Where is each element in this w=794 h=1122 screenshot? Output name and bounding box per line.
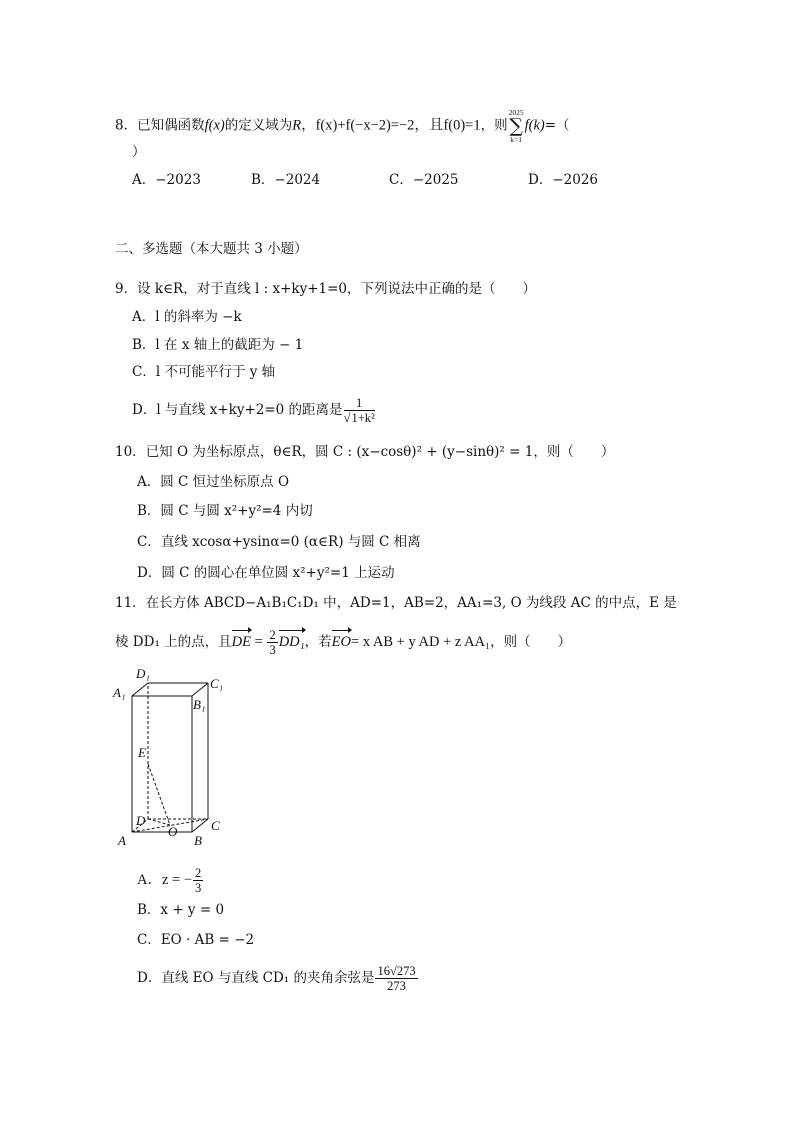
- q9-option-a: A．l 的斜率为 −k: [132, 309, 242, 325]
- q11-d-fraction: $\frac{16√273}{273}$: [377, 964, 416, 993]
- label-o: O: [168, 824, 178, 839]
- q8-text-1: 已知偶函数: [137, 117, 205, 134]
- q10-option-a: A．圆 C 恒过坐标原点 O: [137, 474, 290, 490]
- q10-option-b: B．圆 C 与圆 x²+y²=4 内切: [137, 503, 313, 519]
- vector-eo: EO: [331, 634, 352, 650]
- q9-distance-fraction: [344, 396, 375, 425]
- q10-stem: [115, 443, 614, 461]
- q11-a-fraction: $\frac{2}{3}$: [195, 866, 202, 895]
- prism-figure: [110, 662, 240, 847]
- q10-text: 已知 O 为坐标原点，θ∈R，圆 C : (x−cosθ)² + (y−sinθ)² = 1，则（ ）: [145, 444, 615, 460]
- edge-b1c1: [192, 683, 208, 696]
- q8-sum-body: f(k): [524, 117, 545, 134]
- q8-text-2: 的定义域为: [224, 117, 293, 134]
- q8-func: f(x): [204, 117, 225, 134]
- q11-stem-line-2: 棱 DD₁ 上的点，且DE = $\frac{2}{3}$ DD₁，若EO= x AB + y AD + z AA₁，则（ ）: [115, 628, 572, 657]
- q8-choice-a: A．−2023: [132, 172, 201, 188]
- label-e: E: [138, 745, 146, 760]
- q8-domain: R: [292, 117, 302, 134]
- q10-number: 10．: [115, 444, 146, 460]
- label-d1: D₁: [136, 666, 150, 681]
- q9-number: 9．: [115, 281, 138, 297]
- q11-option-c: C．EO · AB = −2: [137, 932, 255, 948]
- q8-paren-close: ）: [132, 144, 146, 160]
- q8-choice-c: C．−2025: [389, 172, 459, 188]
- q11-fraction: $\frac{2}{3}$: [269, 628, 276, 657]
- q10-option-c: C．直线 xcosα+ysinα=0 (α∈R) 与圆 C 相离: [137, 534, 421, 550]
- sum-lower: k=1: [510, 135, 522, 144]
- q11-option-b: B．x + y = 0: [137, 902, 225, 918]
- q11-text-2: 棱 DD₁ 上的点，且: [115, 634, 232, 650]
- q11-text-end: ，则（ ）: [490, 634, 572, 650]
- q9-stem: [115, 280, 536, 298]
- q11-stem-line-1: [115, 594, 677, 612]
- q9-text: 设 k∈R，对于直线 l : x+ky+1=0，下列说法中正确的是（ ）: [137, 281, 536, 297]
- label-b1: B₁: [193, 697, 206, 712]
- q11-option-d: D．直线 EO 与直线 CD₁ 的夹角余弦是 $\frac{16√273}{273}$: [137, 964, 416, 993]
- frac-numerator: 1: [344, 396, 375, 411]
- q11-equation: = x AB + y AD + z AA₁: [351, 634, 491, 650]
- q9-option-d: [132, 396, 376, 425]
- label-a1: A₁: [113, 685, 126, 700]
- section-title: 二、多选题（本大题共 3 小题）: [115, 241, 308, 257]
- edge-bc: [192, 819, 208, 832]
- sigma-symbol: ∑: [509, 115, 523, 137]
- edge-a1d1: [132, 683, 148, 696]
- vector-de: DE: [231, 634, 251, 650]
- q8-summation: [509, 108, 524, 144]
- q11-option-a: A．z = − $\frac{2}{3}$: [137, 866, 202, 895]
- q8-text-3: ，则: [480, 117, 508, 134]
- q10-option-d: D．圆 C 的圆心在单位圆 x²+y²=1 上运动: [137, 565, 395, 581]
- label-b: B: [194, 833, 202, 847]
- label-a: A: [118, 833, 126, 847]
- vector-dd1: DD₁: [278, 634, 305, 650]
- q8-number: 8．: [115, 117, 138, 134]
- q8-text-end: =（: [544, 117, 570, 134]
- q9-option-d-text: D．l 与直线 x+ky+2=0 的距离是: [132, 402, 343, 418]
- q11-text-1: 在长方体 ABCD−A₁B₁C₁D₁ 中，AD=1，AB=2，AA₁=3, O 为线段 AC 的中点，E 是: [145, 595, 677, 611]
- q8-choice-d: D．−2026: [528, 172, 598, 188]
- q8-stem: [115, 108, 570, 144]
- q11-number: 11．: [115, 595, 146, 611]
- q11-text-3: ，若: [304, 634, 332, 650]
- q9-option-c: C．l 不可能平行于 y 轴: [132, 364, 276, 380]
- label-c: C: [211, 818, 220, 833]
- label-d: D: [136, 813, 146, 828]
- q8-condition: ，f(x)+f(−x−2)=−2，且: [301, 117, 444, 134]
- q9-option-b: B．l 在 x 轴上的截距为 − 1: [132, 337, 304, 353]
- q8-choice-b: B．−2024: [251, 172, 321, 188]
- label-c1: C₁: [210, 676, 224, 691]
- segment-do: [148, 819, 170, 825]
- segment-eo: [148, 764, 170, 825]
- q8-condition-2: f(0)=1: [443, 117, 481, 134]
- sum-upper: 2025: [508, 108, 524, 117]
- frac-denominator: √1+k²: [343, 411, 375, 425]
